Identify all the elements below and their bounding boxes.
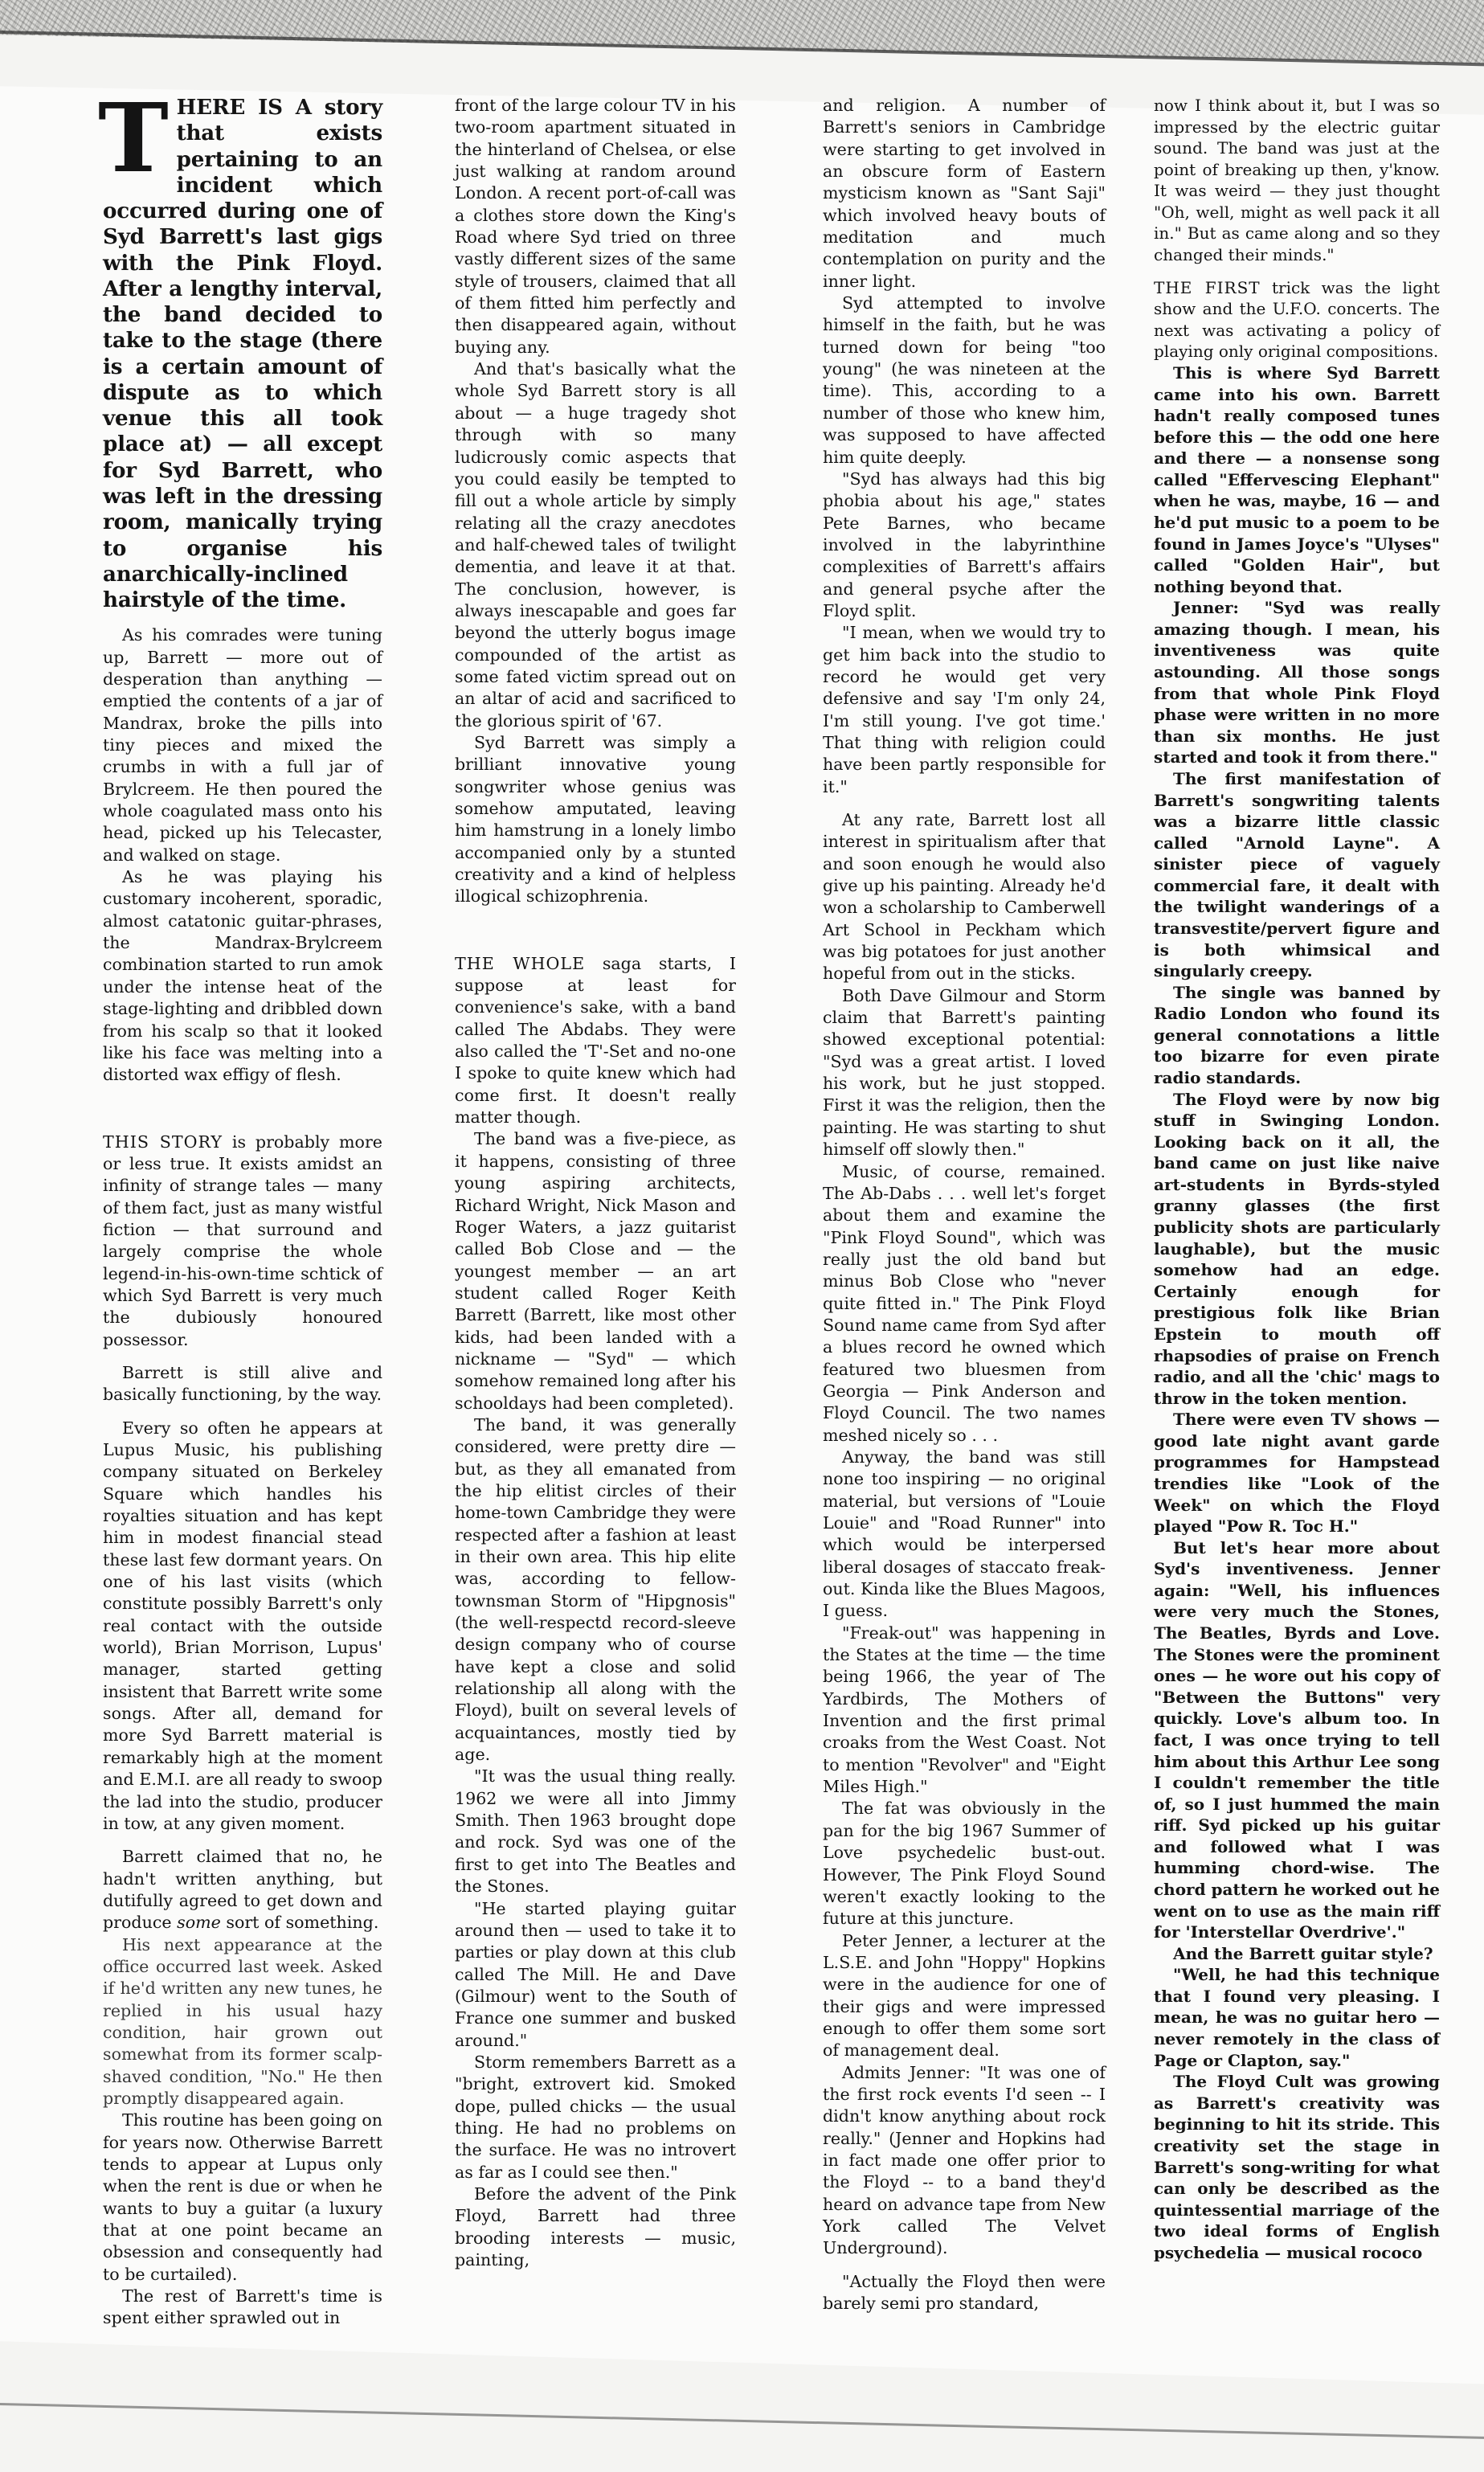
paragraph: The Floyd were by now big stuff in Swinging London. Looking back on it all, the band came on just like naive art-students in Byrds-styled granny glasses (the first publicity shots are particularly laughable), but the music somehow had an edge. Certainly enough for prestigious folk like Brian Epstein to mouth off rhapsodies of praise on French radio, and all the 'chic' mags to throw in the token mention. <box>1154 1089 1440 1408</box>
paragraph: The single was banned by Radio London who found its general connotations a little too bizarre for even pirate radio standards. <box>1154 982 1440 1088</box>
paragraph: Barrett is still alive and basically functioning, by the way. <box>103 1362 382 1405</box>
paragraph: His next appearance at the office occurred last week. Asked if he'd written any new tunes, he replied in his usual hazy condition, hair grown out somewhat from its former scalp-shaved condition, "No." He then promptly disappeared again. <box>103 1934 382 2108</box>
paragraph: The first manifestation of Barrett's songwriting talents was a bizarre little classic called "Arnold Layne". A sinister piece of vaguely commercial fare, it dealt with the twilight wanderings of a transvestite/pervert figure and is both whimsical and singularly creepy. <box>1154 768 1440 981</box>
paragraph: "Freak-out" was happening in the States at the time — the time being 1966, the year of The Yardbirds, The Mothers of Invention and the first primal croaks from the West Coast. Not to mention "Revolver" and "Eight Miles High." <box>823 1623 1106 1797</box>
paragraph: and religion. A number of Barrett's seniors in Cambridge were starting to get involved in an obscure form of Eastern mysticism known as "Sant Saji" which involved heavy bouts of meditation and much contemplation on purity and the inner light. <box>823 96 1106 291</box>
section-head: THE WHOLE <box>455 953 586 973</box>
paragraph: "Actually the Floyd then were barely semi pro standard, <box>823 2271 1106 2314</box>
section-text: saga starts, I suppose at least for convenience's sake, with a band called The Abdabs. They were also called the 'T'-Set and no-one I spoke to quite knew which had come first. It doesn't really matter though. <box>455 953 736 1128</box>
paragraph: This is where Syd Barrett came into his own. Barrett hadn't really composed tunes before this — the odd one here and there — a nonsense song called "Effervescing Elephant" when he was, maybe, 16 — and he'd put music to a poem to be found in James Joyce's "Ulyses" called "Golden Hair", but nothing beyond that. <box>1154 362 1440 596</box>
section-paragraph <box>103 1132 382 1351</box>
paragraph: The band was a five-piece, as it happens, consisting of three young aspiring architects, Richard Wright, Nick Mason and Roger Waters, a jazz guitarist called Bob Close and — the youngest member — an art student called Roger Keith Barrett (Barrett, like most other kids, had been landed with a nickname — "Syd" — which somehow remained long after his schooldays had been completed). <box>455 1129 736 1413</box>
section-head: THIS STORY <box>103 1132 223 1152</box>
paragraph: And the Barrett guitar style? <box>1173 1943 1433 1963</box>
page-bottom-edge <box>0 2403 1484 2440</box>
paragraph: Peter Jenner, a lecturer at the L.S.E. and John "Hoppy" Hopkins were in the audience for one of their gigs and were impressed enough to offer them some sort of management deal. <box>823 1930 1106 2061</box>
paragraph: Jenner: "Syd was really amazing though. I mean, his inventiveness was quite astounding. All those songs from that whole Pink Floyd phase were written in no more than six months. He just started and took it from there." <box>1154 598 1440 767</box>
paragraph: "I mean, when we would try to get him back into the studio to record he would get very defensive and say 'I'm only 24, I'm still young. I've got time.' That thing with religion could have been partly responsible for it." <box>823 623 1106 796</box>
section-paragraph <box>455 953 736 1129</box>
paragraph <box>103 1846 382 1934</box>
bold-text-block <box>1154 362 1440 2263</box>
paragraph: This routine has been going on for years now. Otherwise Barrett tends to appear at Lupus only when the rent is due or when he wants to buy a guitar (a luxury that at one point became an obsession and consequently had to be curtailed). <box>103 2110 382 2284</box>
paragraph: As he was playing his customary incoherent, sporadic, almost catatonic guitar-phrases, the Mandrax-Brylcreem combination started to run amok under the intense heat of the stage-lighting and dribbled down from his scalp so that it looked like his face was melting into a distorted wax effigy of flesh. <box>103 867 382 1085</box>
paragraph: "It was the usual thing really. 1962 we were all into Jimmy Smith. Then 1963 brought dope and rock. Syd was one of the first to get into The Beatles and the Stones. <box>455 1766 736 1897</box>
paragraph: Every so often he appears at Lupus Music, his publishing company situated on Berkeley Square which handles his royalties situation and has kept him in modest financial stead these last few dormant years. On one of his last visits (which constitute possibly Barrett's only real contact with the outside world), Brian Morrison, Lupus' manager, started getting insistent that Barrett write some songs. After all, demand for more Syd Barrett material is remarkably high at the moment and E.M.I. are all ready to swoop the lad into the studio, producer in tow, at any given moment. <box>103 1418 382 1833</box>
paragraph-text: Barrett claimed that no, he hadn't written anything, but dutifully agreed to get down and produce <box>103 1847 382 1933</box>
paragraph: Syd attempted to involve himself in the faith, but he was turned down for being "too young" (he was nineteen at the time). This, according to a number of those who knew him, was supposed to have affected him quite deeply. <box>823 293 1106 467</box>
paragraph: Anyway, the band was still none too inspiring — no original material, but versions of "Louie Louie" and "Road Runner" into which would be interpersed liberal dosages of staccato freak-out. Kinda like the Blues Magoos, I guess. <box>823 1447 1106 1621</box>
section-text: is probably more or less true. It exists amidst an infinity of strange tales — many of them fact, just as many wistful fiction — that surround and largely comprise the whole legend-in-his-own-time schtick of which Syd Barrett is very much the dubiously honoured possessor. <box>103 1132 382 1349</box>
paragraph: front of the large colour TV in his two-room apartment situated in the hinterland of Chelsea, or else just walking at random around London. A recent port-of-call was a clothes store down the King's Road where Syd tried on three vastly different sizes of the same style of trousers, claimed that all of them fitted him perfectly and then disappeared again, without buying any. <box>455 96 736 357</box>
paragraph: Admits Jenner: "It was one of the first rock events I'd seen -- I didn't know anything about rock really." (Jenner and Hopkins had in fact made one offer prior to the Floyd -- to a band they'd heard on advance tape from New York called The Velvet Underground). <box>823 2062 1106 2258</box>
drop-cap: T <box>98 82 169 194</box>
paragraph: "Well, he had this technique that I found very pleasing. I mean, he was no guitar hero — never remotely in the class of Page or Clapton, say." <box>1154 1965 1440 2070</box>
paragraph: There were even TV shows — good late night avant garde programmes for Hampstead trendies like "Look of the Week" on which the Floyd played "Pow R. Toc H." <box>1154 1410 1440 1537</box>
paragraph: But let's hear more about Syd's inventiveness. Jenner again: "Well, his influences were very much the Stones, The Beatles, Byrds and Love. The Stones were the prominent ones — he wore out his copy of "Between the Buttons" very quickly. Love's album too. In fact, I was once trying to tell him about this Arthur Lee song I couldn't remember the title of, so I just hummed the main riff. Syd picked up his guitar and followed what I was humming chord-wise. The chord pattern he worked out he went on to use as the main riff for 'Interstellar Overdrive'." <box>1154 1537 1440 1942</box>
lead-paragraph <box>98 82 382 613</box>
emphasis: some <box>177 1913 221 1933</box>
article-column-1 <box>98 82 382 2330</box>
paragraph: "Syd has always had this big phobia about his age," states Pete Barnes, who became involved in the labyrinthine complexities of Barrett's affairs and general psyche after the Floyd split. <box>823 469 1106 620</box>
paragraph: As his comrades were tuning up, Barrett — more out of desperation than anything — emptied the contents of a jar of Mandrax, broke the pills into tiny pieces and mixed the crumbs in with a full jar of Brylcreem. He then poured the whole coagulated mass onto his head, picked up his Telecaster, and walked on stage. <box>103 625 382 865</box>
article-column-4 <box>1154 95 1440 2263</box>
section-paragraph <box>1154 277 1440 362</box>
paragraph: Music, of course, remained. The Ab-Dabs . . . well let's forget about them and examine the "Pink Floyd Sound", which was really just the old band but minus Bob Close who "never quite fitted in." The Pink Floyd Sound name came from Syd after a blues record he owned which featured two bluesmen from Georgia — Pink Anderson and Floyd Council. The two names meshed nicely so . . . <box>823 1161 1106 1445</box>
paragraph: And that's basically what the whole Syd Barrett story is all about — a huge tragedy shot through with so many ludicrously comic aspects that you could easily be tempted to fill out a whole article by simply relating all the crazy anecdotes and half-chewed tales of twilight dementia, and leave it at that. The conclusion, however, is always inescapable and goes far beyond the utterly bogus image compounded of the artist as some fated victim spread out on an altar of acid and sacrificed to the glorious spirit of '67. <box>455 359 736 731</box>
paragraph: Before the advent of the Pink Floyd, Barrett had three brooding interests — music, painting, <box>455 2183 736 2269</box>
article-column-3 <box>823 95 1106 2314</box>
article-column-2 <box>455 95 736 2271</box>
paragraph: The fat was obviously in the pan for the big 1967 Summer of Love psychedelic bust-out. However, The Pink Floyd Sound weren't exactly looking to the future at this juncture. <box>823 1799 1106 1929</box>
paragraph: Syd Barrett was simply a brilliant innovative young songwriter whose genius was somehow amputated, leaving him hamstrung in a lonely limbo accompanied only by a stunted creativity and a kind of helpless illogical schizophrenia. <box>455 732 736 907</box>
paragraph: The Floyd Cult was growing as Barrett's creativity was beginning to hit its stride. This creativity set the stage in Barrett's song-writing for what can only be described as the quintessential marriage of the two ideal forms of English psychedelia — musical rococo <box>1154 2072 1440 2262</box>
paragraph: "He started playing guitar around then — used to take it to parties or play down at this club called The Mill. He and Dave (Gilmour) went to the South of France one summer and busked around." <box>455 1898 736 2050</box>
paragraph: Both Dave Gilmour and Storm claim that Barrett's painting showed exceptional potential: "Syd was a great artist. I loved his work, but he just stopped. First it was the religion, then the painting. He was starting to shut himself off slowly then." <box>823 985 1106 1160</box>
paragraph: now I think about it, but I was so impressed by the electric guitar sound. The band was just at the point of breaking up then, y'know. It was weird — they just thought "Oh, well, might as well pack it all in." But as came along and so they changed their minds." <box>1154 96 1440 265</box>
paragraph: The band, it was generally considered, were pretty dire — but, as they all emanated from the hip elitist circles of their home-town Cambridge they were respected after a fashion at least in their own area. This hip elite was, according to fellow-townsman Storm of "Hipgnosis" (the well-respectd record-sleeve design company who of course have kept a close and solid relationship all along with the Floyd), built on several levels of acquaintances, mostly tied by age. <box>455 1414 736 1765</box>
paragraph: Storm remembers Barrett as a "bright, extrovert kid. Smoked dope, pulled chicks — the usual thing. He had no problems on the surface. He was no introvert as far as I could see then." <box>455 2052 736 2182</box>
paragraph-text: sort of something. <box>220 1913 379 1933</box>
section-head: THE FIRST <box>1154 277 1261 297</box>
section-text: trick was the light show and the U.F.O. concerts. The next was activating a policy of playing only original compositions. <box>1154 277 1440 362</box>
lead-text: HERE IS A story that exists pertaining to an incident which occurred during one of Syd Barrett's last gigs with the Pink Floyd. After a lengthy interval, the band decided to take to the stage (there is a certain amount of dispute as to which venue this all took place at) — all except for Syd Barrett, who was left in the dressing room, manically trying to organise his anarchically-inclined hairstyle of the time. <box>103 95 382 613</box>
paragraph: At any rate, Barrett lost all interest in spiritualism after that and soon enough he would also give up his painting. Already he'd won a scholarship to Camberwell Art School in Peckham which was big potatoes for just another hopeful from out in the sticks. <box>823 810 1106 984</box>
paragraph: The rest of Barrett's time is spent either sprawled out in <box>103 2286 382 2328</box>
